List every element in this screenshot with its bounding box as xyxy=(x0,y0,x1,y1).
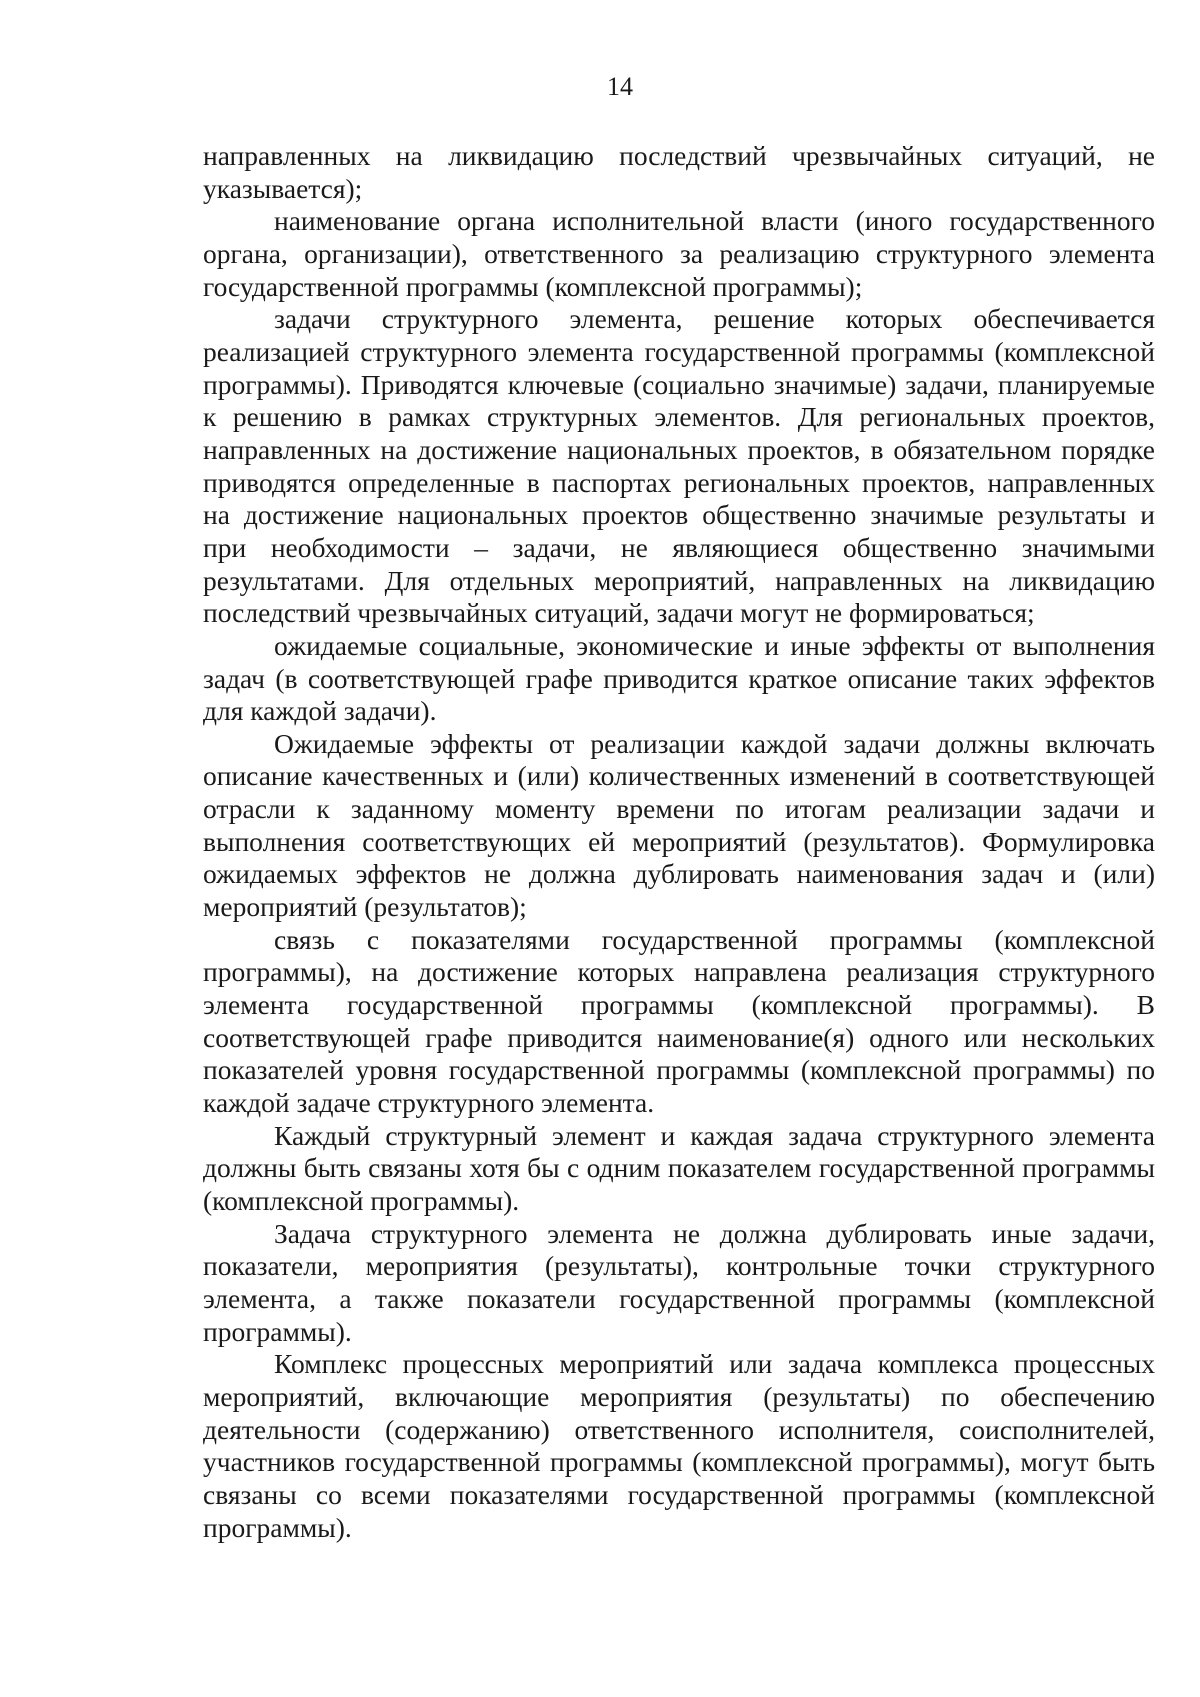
paragraph: задачи структурного элемента, решение которых обеспечивается реализацией структурного элемента государственной программы (комплексной программы). Приводятся ключевые (социально значимые) задачи, планируемые к решению в рамках структурных элементов. Для региональных проектов, направленных на достижение национальных проектов, в обязательном порядке приводятся определенные в паспортах региональных проектов, направленных на достижение национальных проектов общественно значимые результаты и при необходимости – задачи, не являющиеся общественно значимыми результатами. Для отдельных мероприятий, направленных на ликвидацию последствий чрезвычайных ситуаций, задачи могут не формироваться; xyxy=(203,303,1155,629)
paragraph: ожидаемые социальные, экономические и иные эффекты от выполнения задач (в соответствующей графе приводится краткое описание таких эффектов для каждой задачи). xyxy=(203,629,1155,727)
paragraph: связь с показателями государственной программы (комплексной программы), на достижение которых направлена реализация структурного элемента государственной программы (комплексной программы). В соответствующей графе приводится наименование(я) одного или нескольких показателей уровня государственной программы (комплексной программы) по каждой задаче структурного элемента. xyxy=(203,923,1155,1119)
paragraph: Задача структурного элемента не должна дублировать иные задачи, показатели, мероприятия (результаты), контрольные точки структурного элемента, а также показатели государственной программы (комплексной программы). xyxy=(203,1217,1155,1347)
page-number: 14 xyxy=(607,72,633,101)
page-body xyxy=(203,140,1155,1544)
paragraph: Ожидаемые эффекты от реализации каждой задачи должны включать описание качественных и (или) количественных изменений в соответствующей отрасли к заданному моменту времени по итогам реализации задачи и выполнения соответствующих ей мероприятий (результатов). Формулировка ожидаемых эффектов не должна дублировать наименования задач и (или) мероприятий (результатов); xyxy=(203,727,1155,923)
paragraph: Комплекс процессных мероприятий или задача комплекса процессных мероприятий, включающие мероприятия (результаты) по обеспечению деятельности (содержанию) ответственного исполнителя, соисполнителей, участников государственной программы (комплексной программы), могут быть связаны со всеми показателями государственной программы (комплексной программы). xyxy=(203,1348,1155,1543)
paragraph: наименование органа исполнительной власти (иного государственного органа, организации), ответственного за реализацию структурного элемента государственной программы (комплексной программы); xyxy=(203,205,1155,302)
paragraph-continuation: направленных на ликвидацию последствий чрезвычайных ситуаций, не указывается); xyxy=(203,140,1155,204)
paragraph: Каждый структурный элемент и каждая задача структурного элемента должны быть связаны хотя бы с одним показателем государственной программы (комплексной программы). xyxy=(203,1119,1155,1216)
